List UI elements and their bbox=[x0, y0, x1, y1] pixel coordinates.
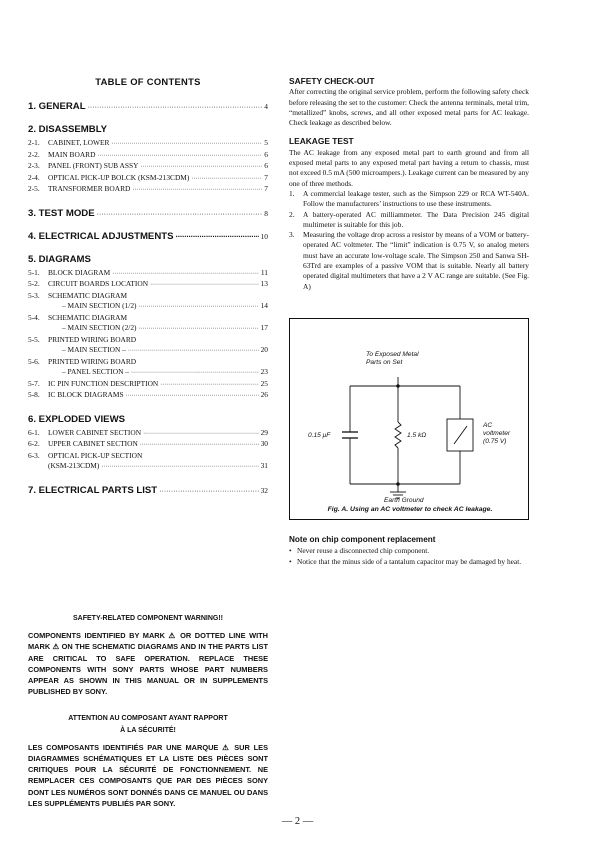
toc-entry-label: CIRCUIT BOARDS LOCATION bbox=[48, 279, 149, 288]
toc-section-diagrams bbox=[28, 254, 268, 402]
toc-entry-label: CABINET, LOWER bbox=[48, 138, 110, 147]
figure-caption: Fig. A. Using an AC voltmeter to check AC leakage. bbox=[327, 506, 493, 513]
warning-title-en: SAFETY-RELATED COMPONENT WARNING!! bbox=[73, 615, 223, 622]
bullet: • bbox=[289, 556, 292, 566]
toc-entry-label: (KSM-213CDM) bbox=[48, 461, 100, 470]
leader-dots bbox=[191, 174, 262, 185]
list-item-number: 2. bbox=[289, 209, 295, 219]
probe-label bbox=[366, 351, 419, 367]
toc-section-test-mode bbox=[28, 208, 268, 219]
warning-title-fr-2: À LA SÉCURITÉ! bbox=[120, 726, 176, 734]
warning-text-en: COMPONENTS IDENTIFIED BY MARK ⚠ OR DOTTED LINE WITH MARK ⚠ ON THE SCHEMATIC DIAGRAMS AND IN THE PARTS LIST ARE CRITICAL TO SAFE OPERATION. REPLACE THESE COMPONENTS WITH SONY PARTS WHOSE PART NUMBERS APPEAR AS SHOWN IN THIS MANUAL OR IN SUPPLEMENTS PUBLISHED BY SONY. bbox=[28, 631, 268, 697]
list-item bbox=[289, 210, 529, 231]
list-item-number: 3. bbox=[289, 230, 295, 240]
toc-entry[interactable] bbox=[28, 367, 268, 379]
toc-entry-label: PRINTED WIRING BOARD bbox=[48, 334, 137, 344]
toc-page-number: 14 bbox=[260, 301, 268, 310]
list-item-text: A battery-operated AC milliammeter. The Data Precision 245 digital multimeter is suitable for this job. bbox=[303, 209, 529, 229]
capacitor-label: 0.15 μF bbox=[308, 432, 331, 439]
toc-entry-label: – PANEL SECTION – bbox=[62, 367, 129, 376]
toc-entry-label: LOWER CABINET SECTION bbox=[48, 427, 142, 437]
toc-entry[interactable] bbox=[28, 279, 268, 291]
toc-page-number: 29 bbox=[260, 427, 268, 437]
toc-entry[interactable] bbox=[28, 390, 268, 402]
probe-label-line: To Exposed Metal bbox=[366, 351, 419, 358]
toc-page-number: 31 bbox=[260, 461, 268, 470]
toc-entry-label: 3. TEST MODE bbox=[28, 207, 95, 219]
toc-heading: 6. EXPLODED VIEWS bbox=[28, 413, 126, 425]
toc-page-number: 7 bbox=[264, 172, 268, 182]
toc-entry-label: BLOCK DIAGRAM bbox=[48, 267, 111, 277]
toc-page-number: 6 bbox=[264, 149, 268, 159]
leader-dots bbox=[140, 440, 259, 451]
chip-note bbox=[289, 535, 529, 567]
leader-dots bbox=[131, 368, 259, 379]
toc-entry-label: SCHEMATIC DIAGRAM bbox=[48, 312, 128, 322]
toc-entry-label: IC PIN FUNCTION DESCRIPTION bbox=[48, 378, 159, 388]
voltmeter-needle bbox=[454, 426, 467, 444]
leakage-title: LEAKAGE TEST bbox=[289, 136, 354, 147]
toc-entry-heading bbox=[28, 313, 268, 324]
leader-dots bbox=[160, 380, 258, 391]
toc-page-number: 10 bbox=[260, 231, 268, 241]
toc-entry-heading bbox=[28, 451, 268, 462]
toc-title: TABLE OF CONTENTS bbox=[95, 76, 201, 87]
toc-section-disassembly bbox=[28, 124, 268, 196]
leader-dots bbox=[97, 211, 263, 218]
toc-page-number: 32 bbox=[260, 485, 268, 495]
ground-label: Earth Ground bbox=[384, 497, 424, 504]
list-item bbox=[289, 189, 529, 210]
list-item bbox=[289, 546, 529, 556]
toc-section-electrical-adjustments bbox=[28, 231, 268, 242]
note-list bbox=[289, 546, 529, 567]
leakage-text: The AC leakage from any exposed metal part to earth ground and from all exposed metal parts to any exposed metal part having a return to chassis, must not exceed 0.5 mA (500 microampers.). Leakage current can be measured by any one of three methods. bbox=[289, 147, 529, 188]
toc-entry[interactable] bbox=[28, 161, 268, 173]
leader-dots bbox=[143, 429, 259, 440]
list-item bbox=[289, 230, 529, 292]
toc-entry[interactable] bbox=[28, 439, 268, 451]
toc-entry[interactable] bbox=[28, 379, 268, 391]
toc-entry[interactable] bbox=[28, 173, 268, 185]
toc-entry-label: OPTICAL PICK-UP SECTION bbox=[48, 450, 143, 460]
voltmeter-label-line: (0.75 V) bbox=[483, 438, 507, 445]
list-item-number: 1. bbox=[289, 188, 295, 198]
toc-entry-label: PANEL (FRONT) SUB ASSY bbox=[48, 161, 139, 170]
list-item-text: Notice that the minus side of a tantalum capacitor may be damaged by heat. bbox=[297, 556, 522, 566]
toc-page-number: 13 bbox=[260, 279, 268, 288]
toc-page-number: 25 bbox=[260, 378, 268, 388]
list-item-text: A commercial leakage tester, such as the Simpson 229 or RCA WT-540A. Follow the manufacturers’ instructions to use these instruments. bbox=[303, 188, 529, 209]
toc-entry-num: 2-3. bbox=[28, 161, 40, 170]
toc-page-number: 17 bbox=[260, 323, 268, 332]
toc-page-number: 26 bbox=[260, 390, 268, 399]
leader-dots bbox=[126, 391, 259, 402]
leader-dots bbox=[111, 139, 262, 150]
toc-entry-num: 6-3. bbox=[28, 450, 40, 460]
toc-heading: 5. DIAGRAMS bbox=[28, 253, 91, 265]
toc-entry-num: 6-1. bbox=[28, 427, 40, 437]
toc-entry-label: – MAIN SECTION (2/2) bbox=[62, 323, 137, 332]
toc-entry-label: OPTICAL PICK-UP BOLCK (KSM-213CDM) bbox=[48, 172, 190, 182]
toc-entry-num: 5-3. bbox=[28, 290, 40, 300]
toc-page-number: 7 bbox=[264, 184, 268, 193]
toc-entry-num: 5-2. bbox=[28, 279, 40, 288]
resistor-label: 1.5 kΩ bbox=[407, 432, 427, 439]
toc-entry-label: 4. ELECTRICAL ADJUSTMENTS bbox=[28, 230, 174, 242]
toc-entry-label: IC BLOCK DIAGRAMS bbox=[48, 390, 124, 399]
toc-entry-label: PRINTED WIRING BOARD bbox=[48, 356, 137, 366]
safety-text: After correcting the original service problem, perform the following safety check before releasing the set to the customer: Check the antenna terminals, metal trim, “metallized” knobs, screws, and all other exposed metal parts for AC leakage. Check leakage as described below. bbox=[289, 87, 529, 128]
toc-entry[interactable] bbox=[28, 184, 268, 196]
leader-dots bbox=[88, 104, 263, 111]
warning-title-fr: ATTENTION AU COMPOSANT AYANT RAPPORT bbox=[68, 715, 228, 723]
toc-page-number: 30 bbox=[260, 439, 268, 448]
leader-dots bbox=[139, 324, 259, 335]
leader-dots bbox=[159, 488, 258, 495]
safety-warnings bbox=[28, 613, 268, 809]
toc-entry[interactable] bbox=[28, 208, 268, 219]
note-title: Note on chip component replacement bbox=[289, 535, 436, 544]
warning-text-fr: LES COMPOSANTS IDENTIFIÉS PAR UNE MARQUE ⚠ SUR LES DIAGRAMMES SCHÉMATIQUES ET LA LISTE DES PIÈCES SONT CRITIQUES POUR LA SÉCURITÉ DE FONCTIONNEMENT. NE REMPLACER CES COMPOSANTS QUE PAR DES PIÈCES SONY DONT LES NUMÉROS SONT DONNÉS DANS CE MANUEL OU DANS LES SUPPLÉMENTS PUBLIÉS PAR SONY. bbox=[28, 742, 268, 808]
toc-entry[interactable] bbox=[28, 138, 268, 150]
toc-page-number: 6 bbox=[264, 161, 268, 170]
toc-entry-label: 7. ELECTRICAL PARTS LIST bbox=[28, 484, 158, 496]
toc-page-number: 8 bbox=[264, 208, 268, 218]
bullet: • bbox=[289, 546, 292, 556]
toc-page-number: 11 bbox=[260, 267, 268, 277]
circuit-diagram bbox=[290, 319, 530, 521]
voltmeter-label-line: voltmeter bbox=[483, 430, 511, 437]
toc-entry-num: 2-5. bbox=[28, 184, 40, 193]
toc-entry-label: UPPER CABINET SECTION bbox=[48, 439, 138, 448]
toc-entry-label: TRANSFORMER BOARD bbox=[48, 184, 131, 193]
toc-entry-num: 2-4. bbox=[28, 172, 40, 182]
leakage-circuit-figure bbox=[289, 318, 529, 520]
leader-dots bbox=[176, 232, 259, 241]
toc-page-number: 23 bbox=[260, 367, 268, 376]
toc-entry-num: 2-1. bbox=[28, 138, 40, 147]
voltmeter-label-line: AC bbox=[483, 422, 493, 429]
toc-entry[interactable] bbox=[28, 150, 268, 162]
toc-entry-heading bbox=[28, 335, 268, 346]
toc-entry[interactable] bbox=[28, 231, 268, 242]
toc-entry-label: MAIN BOARD bbox=[48, 149, 96, 159]
toc-section-general bbox=[28, 101, 268, 112]
list-item-text: Measuring the voltage drop across a resistor by means of a VOM or battery-operated AC voltmeter. The “limit” indication is 0.75 V, so analog meters must have an accurate low-voltage scale. The Simpson 250 and Sanwa SH-63Trd are examples of a passive VOM that is suitable. Nearly all battery operated digital multimeters that have a 2 V AC range are suitable. (See Fig. A) bbox=[303, 230, 529, 291]
leader-dots bbox=[132, 185, 262, 196]
toc-entry[interactable] bbox=[28, 485, 268, 496]
toc-page-number: 4 bbox=[264, 102, 268, 111]
toc-entry-num: 6-2. bbox=[28, 439, 40, 448]
list-item-text: Never reuse a disconnected chip component. bbox=[297, 546, 430, 556]
toc-entry[interactable] bbox=[28, 301, 268, 313]
toc-entry[interactable] bbox=[28, 101, 268, 112]
toc-entry-num: 5-6. bbox=[28, 356, 40, 366]
leader-dots bbox=[139, 302, 259, 313]
toc-entry-label: 1. GENERAL bbox=[28, 101, 86, 112]
toc-entry-label: – MAIN SECTION (1/2) bbox=[62, 301, 137, 310]
toc-entry[interactable] bbox=[28, 268, 268, 280]
toc-entry-num: 5-1. bbox=[28, 267, 40, 277]
toc-entry-label: – MAIN SECTION – bbox=[62, 345, 126, 354]
toc-entry-num: 5-5. bbox=[28, 334, 40, 344]
toc-entry-label: SCHEMATIC DIAGRAM bbox=[48, 290, 128, 300]
toc-entry[interactable] bbox=[28, 323, 268, 335]
toc-page-number: 20 bbox=[260, 345, 268, 354]
toc-entry-num: 5-8. bbox=[28, 390, 40, 399]
table-of-contents bbox=[28, 76, 268, 508]
safety-title: SAFETY CHECK-OUT bbox=[289, 76, 375, 86]
toc-section-exploded-views bbox=[28, 414, 268, 473]
toc-entry-num: 5-7. bbox=[28, 378, 40, 388]
leader-dots bbox=[97, 151, 262, 162]
toc-entry-num: 5-4. bbox=[28, 312, 40, 322]
safety-section bbox=[289, 76, 529, 292]
leader-dots bbox=[112, 269, 259, 280]
leader-dots bbox=[140, 162, 262, 173]
probe-label-line: Parts on Set bbox=[366, 359, 403, 366]
leader-dots bbox=[128, 346, 259, 357]
toc-entry[interactable] bbox=[28, 345, 268, 357]
resistor-zigzag bbox=[395, 422, 401, 448]
toc-heading: 2. DISASSEMBLY bbox=[28, 124, 108, 135]
leakage-methods-list bbox=[289, 189, 529, 292]
toc-entry-num: 2-2. bbox=[28, 149, 40, 159]
toc-entry-heading bbox=[28, 357, 268, 368]
toc-entry[interactable] bbox=[28, 428, 268, 440]
voltmeter-label bbox=[483, 422, 510, 446]
toc-entry-heading bbox=[28, 291, 268, 302]
leader-dots bbox=[101, 462, 258, 473]
toc-page-number: 5 bbox=[264, 138, 268, 147]
leader-dots bbox=[150, 280, 259, 291]
list-item bbox=[289, 557, 529, 567]
toc-entry[interactable] bbox=[28, 461, 268, 473]
toc-section-parts-list bbox=[28, 485, 268, 496]
page-number: — 2 — bbox=[281, 816, 314, 827]
